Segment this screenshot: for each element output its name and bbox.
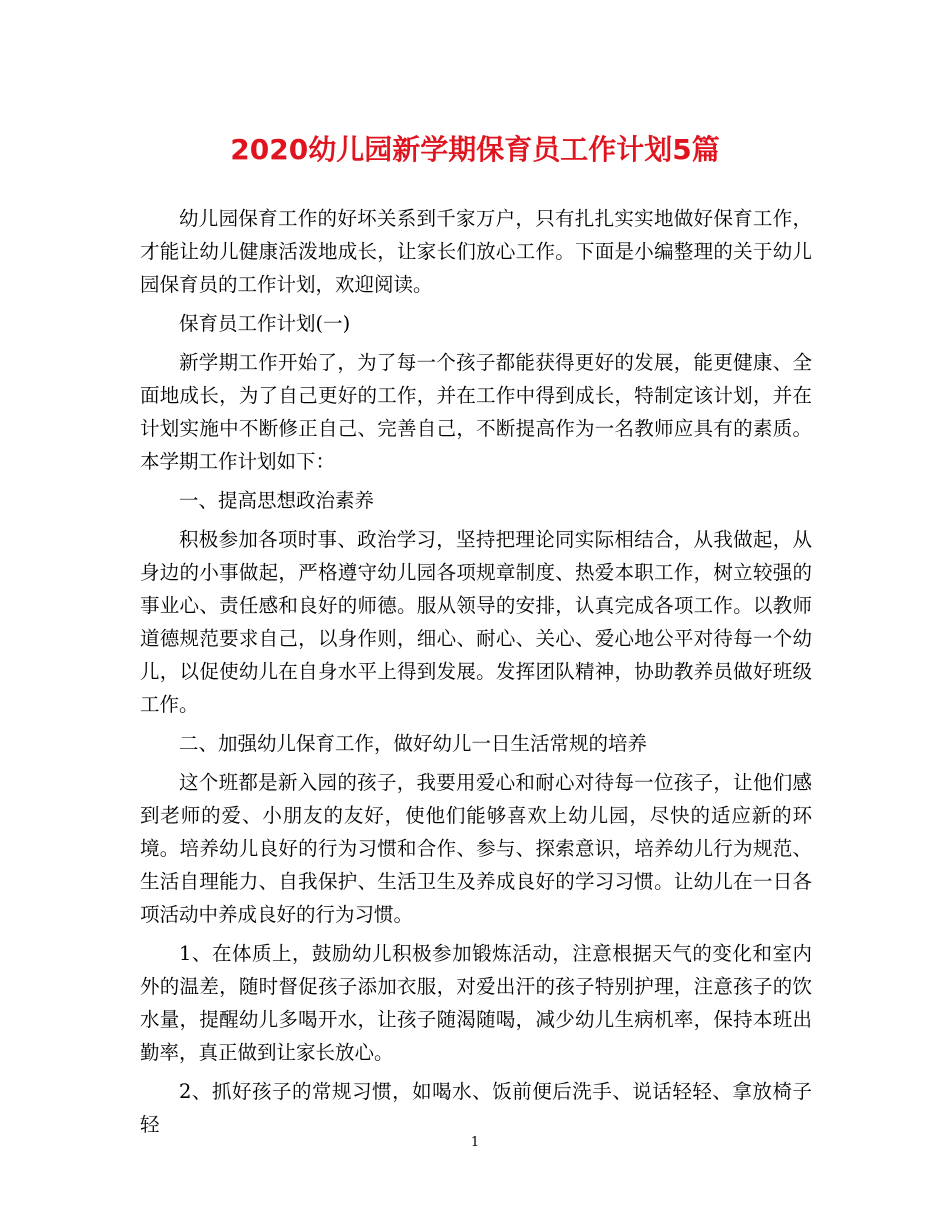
- section-heading-care: 二、加强幼儿保育工作，做好幼儿一日生活常规的培养: [179, 732, 648, 755]
- paragraph-item-2: 2、抓好孩子的常规习惯，如喝水、饭前便后洗手、说话轻轻、拿放椅子轻: [140, 1080, 812, 1136]
- document-title: 2020幼儿园新学期保育员工作计划5篇: [230, 133, 720, 166]
- document-body: [140, 202, 812, 1147]
- section-heading-plan-1: 保育员工作计划(一): [179, 312, 351, 335]
- section-heading-politics: 一、提高思想政治素养: [179, 489, 375, 512]
- page-number: 1: [470, 1135, 480, 1150]
- paragraph-care: 这个班都是新入园的孩子，我要用爱心和耐心对待每一位孩子，让他们感到老师的爱、小朋友的友好，使他们能够喜欢上幼儿园，尽快的适应新的环境。培养幼儿良好的行为习惯和合作、参与、探索意识，培养幼儿行为规范、生活自理能力、自我保护、生活卫生及养成良好的学习习惯。让幼儿在一日各项活动中养成良好的行为习惯。: [140, 771, 812, 926]
- paragraph-politics: 积极参加各项时事、政治学习，坚持把理论同实际相结合，从我做起，从身边的小事做起，严格遵守幼儿园各项规章制度、热爱本职工作，树立较强的事业心、责任感和良好的师德。服从领导的安排，认真完成各项工作。以教师道德规范要求自己，以身作则，细心、耐心、关心、爱心地公平对待每一个幼儿，以促使幼儿在自身水平上得到发展。发挥团队精神，协助教养员做好班级工作。: [140, 528, 812, 716]
- paragraph-item-1: 1、在体质上，鼓励幼儿积极参加锻炼活动，注意根据天气的变化和室内外的温差，随时督促孩子添加衣服，对爱出汗的孩子特别护理，注意孩子的饮水量，提醒幼儿多喝开水，让孩子随渴随喝，减少幼儿生病机率，保持本班出勤率，真正做到让家长放心。: [140, 942, 812, 1064]
- paragraph-intro: 幼儿园保育工作的好坏关系到千家万户，只有扎扎实实地做好保育工作，才能让幼儿健康活泼地成长，让家长们放心工作。下面是小编整理的关于幼儿园保育员的工作计划，欢迎阅读。: [140, 207, 812, 296]
- paragraph-plan-1-intro: 新学期工作开始了，为了每一个孩子都能获得更好的发展，能更健康、全面地成长，为了自己更好的工作，并在工作中得到成长，特制定该计划，并在计划实施中不断修正自己、完善自己，不断提高作为一名教师应具有的素质。本学期工作计划如下：: [140, 351, 812, 473]
